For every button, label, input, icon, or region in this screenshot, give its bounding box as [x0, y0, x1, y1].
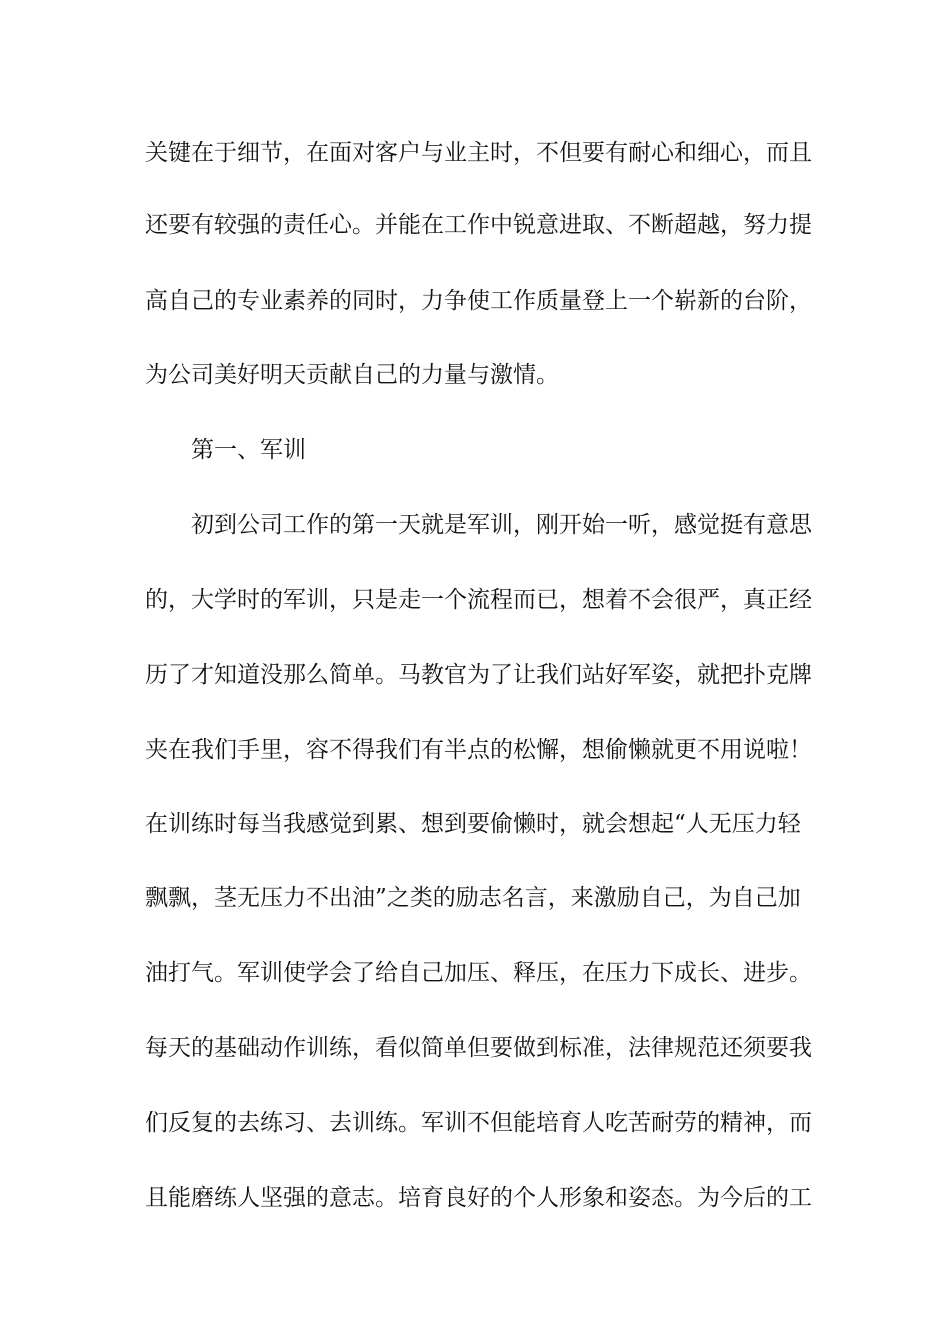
paragraph-line: 飘飘，茎无压力不出油”之类的励志名言，来激励自己，为自己加: [145, 885, 801, 911]
paragraph-line: 初到公司工作的第一天就是军训，刚开始一听，感觉挺有意思: [191, 512, 812, 538]
paragraph-line: 关键在于细节，在面对客户与业主时，不但要有耐心和细心，而且: [145, 140, 812, 166]
paragraph-line: 在训练时每当我感觉到累、想到要偷懒时，就会想起“人无压力轻: [145, 811, 801, 837]
paragraph-line: 们反复的去练习、去训练。军训不但能培育人吃苦耐劳的精神，而: [145, 1110, 812, 1136]
paragraph-line: 还要有较强的责任心。并能在工作中锐意进取、不断超越，努力提: [145, 212, 812, 238]
section-heading: 第一、军训: [191, 437, 306, 463]
paragraph-line: 的，大学时的军训，只是走一个流程而已，想着不会很严，真正经: [145, 587, 812, 613]
paragraph-line: 为公司美好明天贡献自己的力量与激情。: [145, 362, 559, 388]
paragraph-line: 历了才知道没那么简单。马教官为了让我们站好军姿，就把扑克牌: [145, 662, 812, 688]
paragraph-line: 油打气。军训使学会了给自己加压、释压，在压力下成长、进步。: [145, 960, 812, 986]
paragraph-line: 且能磨练人坚强的意志。培育良好的个人形象和姿态。为今后的工: [145, 1185, 812, 1211]
paragraph-line: 高自己的专业素养的同时，力争使工作质量登上一个崭新的台阶，: [145, 288, 812, 314]
paragraph-line: 夹在我们手里，容不得我们有半点的松懈，想偷懒就更不用说啦！: [145, 737, 812, 763]
paragraph-line: 每天的基础动作训练，看似简单但要做到标准，法律规范还须要我: [145, 1035, 812, 1061]
